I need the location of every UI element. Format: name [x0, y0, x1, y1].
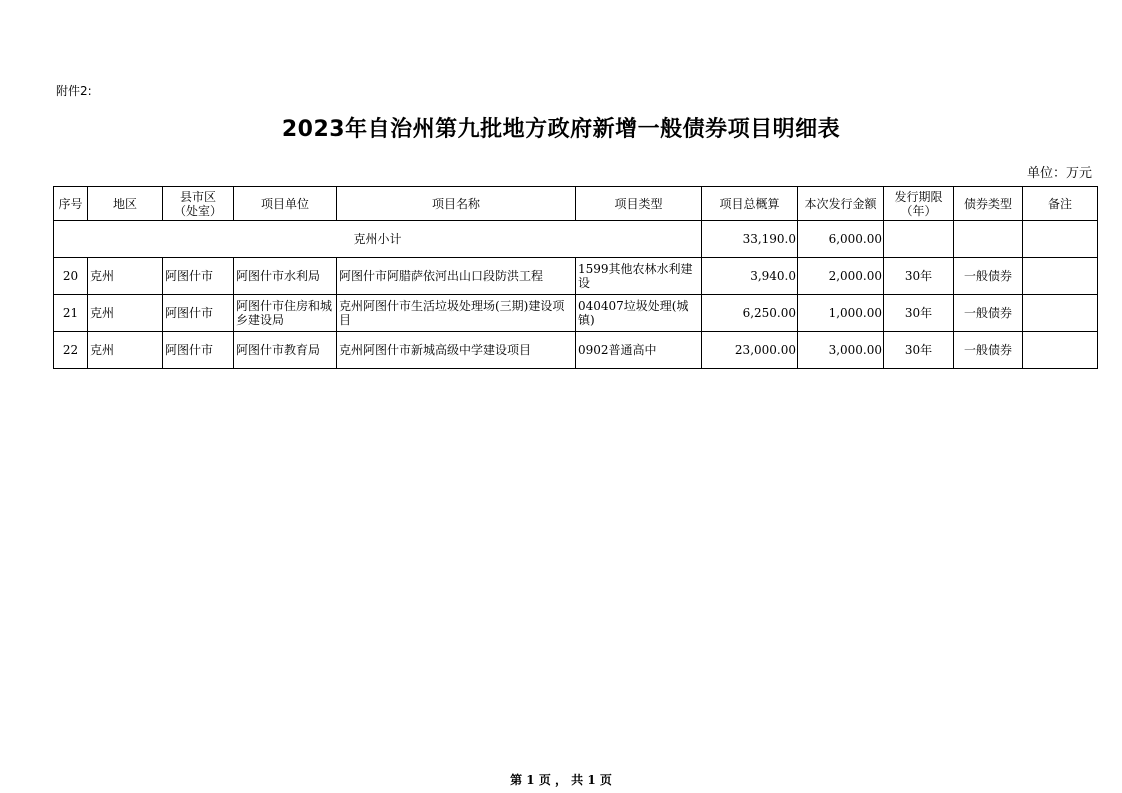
row-amount: 2,000.00: [798, 258, 884, 295]
row-amount: 3,000.00: [798, 332, 884, 369]
row-note: [1023, 258, 1098, 295]
header-total: 项目总概算: [702, 187, 798, 221]
row-term: 30年: [884, 332, 954, 369]
row-region: 克州: [88, 258, 163, 295]
attachment-label: 附件2:: [56, 84, 92, 98]
row-total: 23,000.00: [702, 332, 798, 369]
row-seq: 22: [54, 332, 88, 369]
row-total: 3,940.0: [702, 258, 798, 295]
subtotal-term: [884, 221, 954, 258]
row-note: [1023, 332, 1098, 369]
row-seq: 20: [54, 258, 88, 295]
row-type: 0902普通高中: [576, 332, 702, 369]
row-amount: 1,000.00: [798, 295, 884, 332]
subtotal-total: 33,190.0: [702, 221, 798, 258]
row-county: 阿图什市: [163, 295, 234, 332]
page-title: 2023年自治州第九批地方政府新增一般债券项目明细表: [281, 117, 841, 142]
row-note: [1023, 295, 1098, 332]
header-county: 县市区 （处室）: [163, 187, 234, 221]
row-type: 1599其他农林水利建设: [576, 258, 702, 295]
row-bond-type: 一般债券: [954, 332, 1023, 369]
row-region: 克州: [88, 332, 163, 369]
header-unit: 项目单位: [234, 187, 337, 221]
row-county: 阿图什市: [163, 258, 234, 295]
header-row: [54, 187, 1098, 221]
row-bond-type: 一般债券: [954, 295, 1023, 332]
row-bond-type: 一般债券: [954, 258, 1023, 295]
header-name: 项目名称: [337, 187, 576, 221]
bond-project-table: [53, 186, 1098, 369]
row-seq: 21: [54, 295, 88, 332]
subtotal-row: [54, 221, 1098, 258]
row-name: 克州阿图什市新城高级中学建设项目: [337, 332, 576, 369]
row-name: 克州阿图什市生活垃圾处理场(三期)建设项 目: [337, 295, 576, 332]
page-footer: 第 1 页 ， 共 1 页: [510, 773, 612, 787]
subtotal-amount: 6,000.00: [798, 221, 884, 258]
row-unit: 阿图什市水利局: [234, 258, 337, 295]
header-note: 备注: [1023, 187, 1098, 221]
row-term: 30年: [884, 295, 954, 332]
unit-label: 单位：万元: [1026, 166, 1092, 181]
table-row: [54, 258, 1098, 295]
subtotal-note: [1023, 221, 1098, 258]
row-type: 040407垃圾处理(城镇): [576, 295, 702, 332]
row-total: 6,250.00: [702, 295, 798, 332]
row-region: 克州: [88, 295, 163, 332]
header-term: 发行期限 （年）: [884, 187, 954, 221]
row-unit: 阿图什市教育局: [234, 332, 337, 369]
row-term: 30年: [884, 258, 954, 295]
subtotal-bond-type: [954, 221, 1023, 258]
table-row: [54, 332, 1098, 369]
header-amount: 本次发行金额: [798, 187, 884, 221]
subtotal-label: 克州小计: [54, 221, 702, 258]
header-seq: 序号: [54, 187, 88, 221]
header-region: 地区: [88, 187, 163, 221]
header-bond-type: 债券类型: [954, 187, 1023, 221]
header-type: 项目类型: [576, 187, 702, 221]
row-name: 阿图什市阿腊萨依河出山口段防洪工程: [337, 258, 576, 295]
row-county: 阿图什市: [163, 332, 234, 369]
row-unit: 阿图什市住房和城乡建设局: [234, 295, 337, 332]
table-row: [54, 295, 1098, 332]
